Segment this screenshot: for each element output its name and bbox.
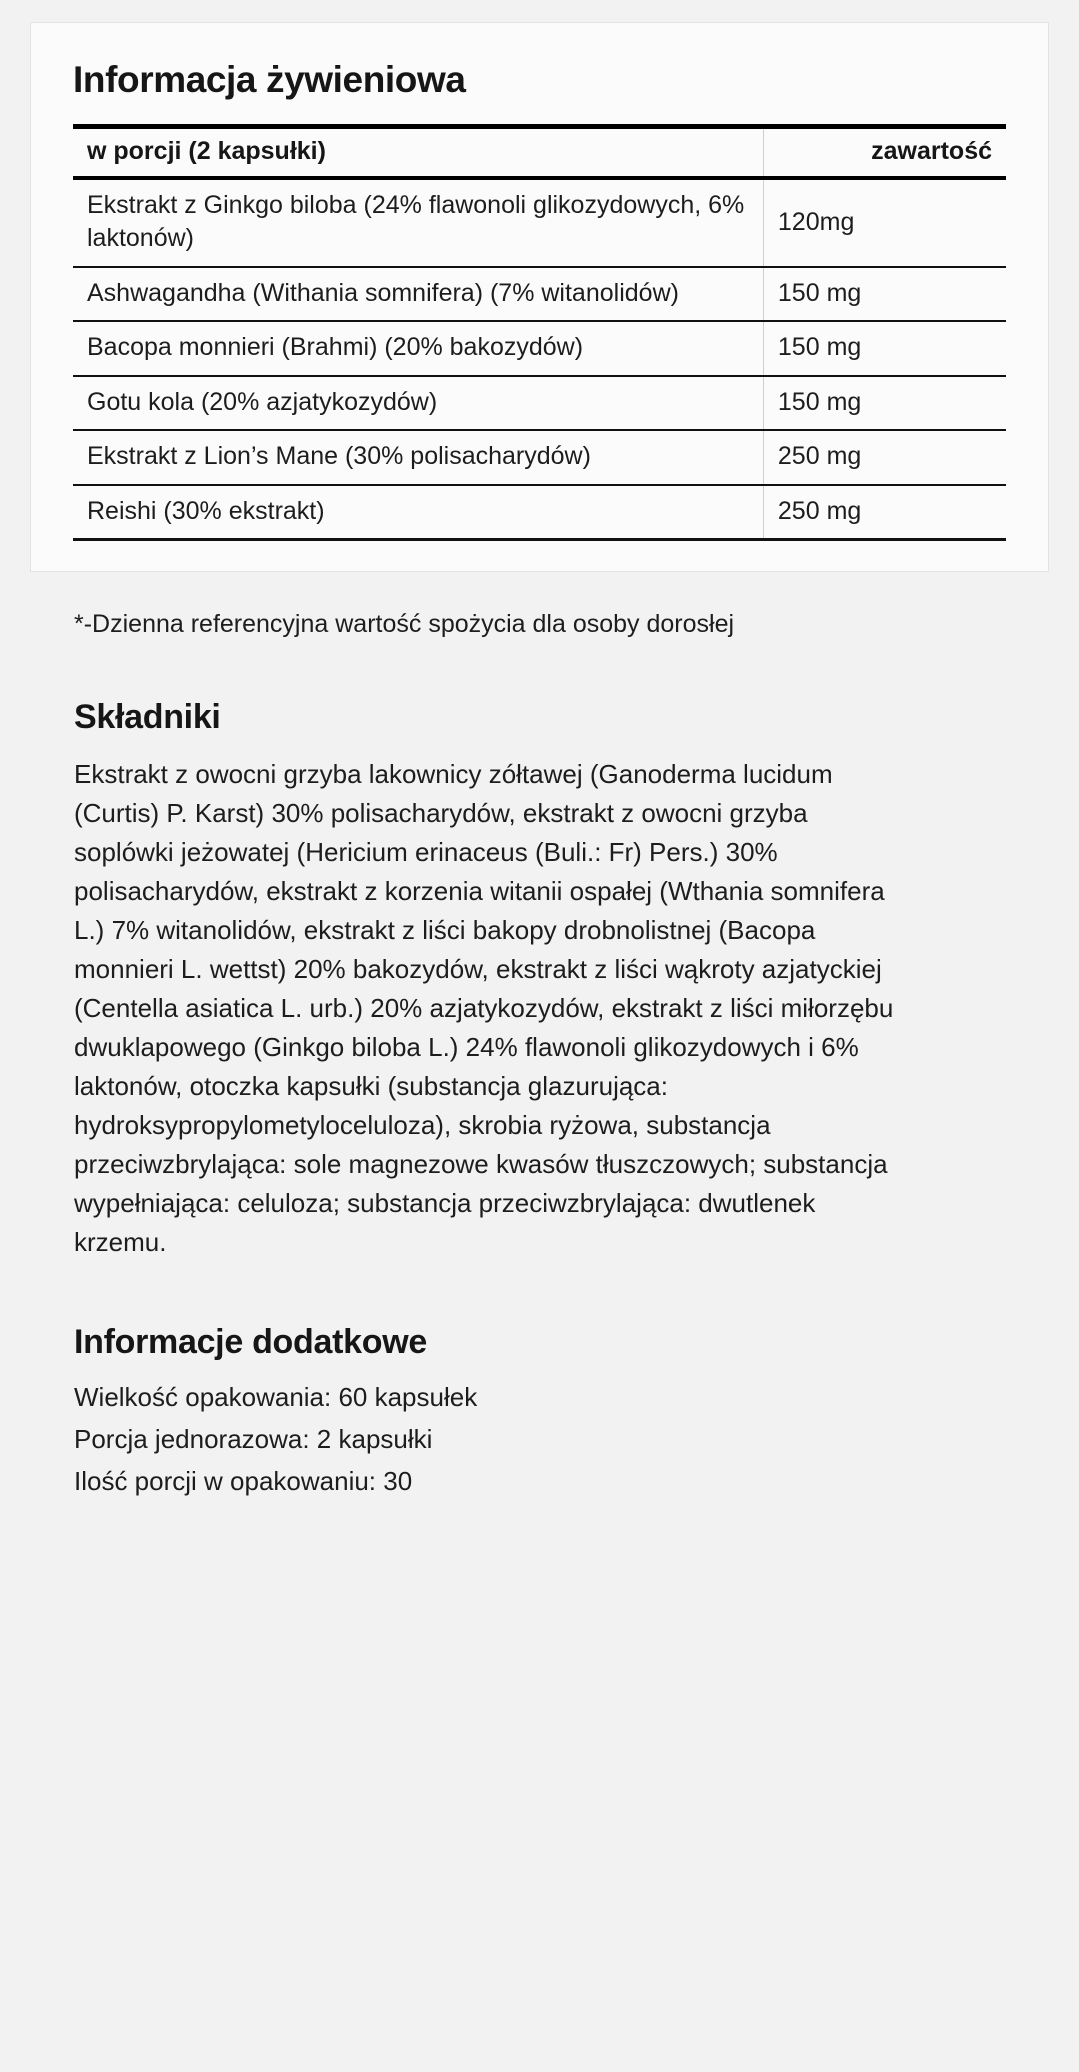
ingredient-name-cell: Ekstrakt z Lion’s Mane (30% polisacharydów) bbox=[73, 430, 763, 485]
ingredient-name-cell: Reishi (30% ekstrakt) bbox=[73, 485, 763, 540]
nutrition-information-card bbox=[30, 22, 1049, 572]
ingredient-amount-cell: 150 mg bbox=[763, 267, 1006, 322]
additional-information-line: Porcja jednorazowa: 2 kapsułki bbox=[74, 1423, 433, 1454]
additional-information-heading: Informacje dodatkowe bbox=[74, 1323, 427, 1362]
additional-information-list bbox=[74, 1379, 894, 1500]
additional-information-line: Wielkość opakowania: 60 kapsułek bbox=[74, 1382, 478, 1413]
ingredients-text: Ekstrakt z owocni grzyba lakownicy zółtawej (Ganoderma lucidum (Curtis) P. Karst) 30% polisacharydów, ekstrakt z owocni grzyba soplówki jeżowatej (Hericium erinaceus (Buli.: Fr) Pers.) 30% polisacharydów, ekstrakt z korzenia witanii ospałej (Wthania somnifera L.) 7% witanolidów, ekstrakt z liści bakopy drobnolistnej (Bacopa monnieri L. wettst) 20% bakozydów, ekstrakt z liści wąkroty azjatyckiej (Centella asiatica L. urb.) 20% azjatykozydów, ekstrakt z liści miłorzębu dwuklapowego (Ginkgo biloba L.) 24% flawonoli glikozydowych i 6% laktonów, otoczka kapsułki (substancja glazurująca: hydroksypropylometyloceluloza), skrobia ryżowa, substancja przeciwzbrylająca: sole magnezowe kwasów tłuszczowych; substancja wypełniająca: celuloza; substancja przeciwzbrylająca: dwutlenek krzemu. bbox=[74, 759, 894, 1258]
nutrition-facts-table bbox=[73, 124, 1006, 542]
ingredient-amount-cell: 250 mg bbox=[763, 430, 1006, 485]
ingredient-amount-cell: 150 mg bbox=[763, 321, 1006, 376]
nutrition-title: Informacja żywieniowa bbox=[73, 59, 466, 100]
ingredient-amount-cell: 120mg bbox=[763, 178, 1006, 267]
product-info-page bbox=[0, 22, 1079, 1564]
table-row bbox=[73, 430, 1006, 485]
table-row bbox=[73, 485, 1006, 540]
ingredient-amount-cell: 150 mg bbox=[763, 376, 1006, 431]
ingredient-name-cell: Gotu kola (20% azjatykozydów) bbox=[73, 376, 763, 431]
table-row bbox=[73, 178, 1006, 267]
ingredient-name-cell: Bacopa monnieri (Brahmi) (20% bakozydów) bbox=[73, 321, 763, 376]
additional-information-line: Ilość porcji w opakowaniu: 30 bbox=[74, 1465, 413, 1496]
ingredients-section bbox=[74, 697, 894, 1263]
nutrition-table-body bbox=[73, 178, 1006, 540]
additional-information-section bbox=[74, 1322, 894, 1564]
nutrition-table-head bbox=[73, 126, 1006, 178]
table-row bbox=[73, 376, 1006, 431]
ingredients-heading: Składniki bbox=[74, 697, 221, 736]
ingredient-name-cell: Ashwagandha (Withania somnifera) (7% witanolidów) bbox=[73, 267, 763, 322]
column-header-amount: zawartość bbox=[763, 126, 1006, 178]
ingredient-amount-cell: 250 mg bbox=[763, 485, 1006, 540]
ingredient-name-cell: Ekstrakt z Ginkgo biloba (24% flawonoli glikozydowych, 6% laktonów) bbox=[73, 178, 763, 267]
table-header-row bbox=[73, 126, 1006, 178]
column-header-serving: w porcji (2 kapsułki) bbox=[73, 126, 763, 178]
table-row bbox=[73, 321, 1006, 376]
daily-value-footnote: *-Dzienna referencyjna wartość spożycia dla osoby dorosłej bbox=[74, 610, 735, 639]
table-row bbox=[73, 267, 1006, 322]
